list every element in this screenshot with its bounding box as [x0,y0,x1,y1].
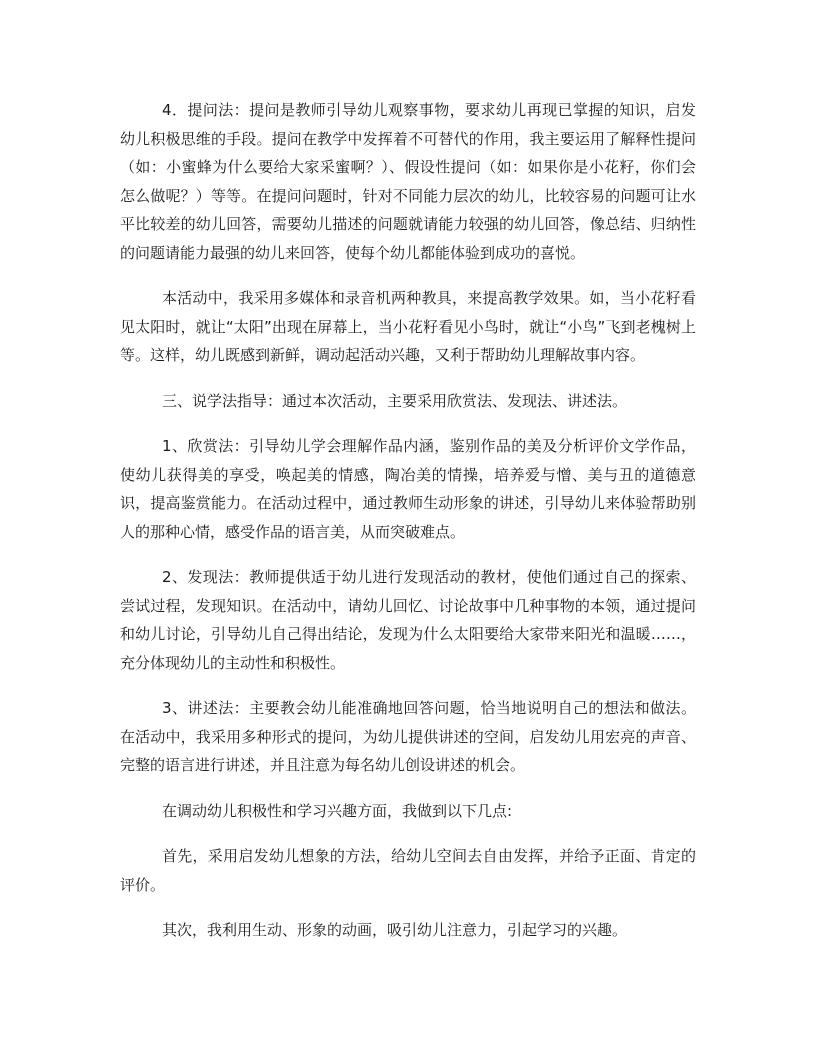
paragraph-questioning-method: 4．提问法：提问是教师引导幼儿观察事物，要求幼儿再现已掌握的知识，启发幼儿积极思维的手段。提问在教学中发挥着不可替代的作用，我主要运用了解释性提问（如：小蜜蜂为什么要给大家采蜜啊？）、假设性提问（如：如果你是小花籽，你们会怎么做呢？）等等。在提问问题时，针对不同能力层次的幼儿，比较容易的问题可让水平比较差的幼儿回答，需要幼儿描述的问题就请能力较强的幼儿回答，像总结、归纳性的问题请能力最强的幼儿来回答，使每个幼儿都能体验到成功的喜悦。 [120,101,696,262]
paragraph-appreciation-method: 1、欣赏法：引导幼儿学会理解作品内涵，鉴别作品的美及分析评价文学作品，使幼儿获得美的享受，唤起美的情感，陶冶美的情操，培养爱与憎、美与丑的道德意识，提高鉴赏能力。在活动过程中，通过教师生动形象的讲述，引导幼儿来体验帮助别人的那种心情，感受作品的语言美，从而突破难点。 [120,437,696,541]
paragraph-first-point: 首先，采用启发幼儿想象的方法，给幼儿空间去自由发挥，并给予正面、肯定的评价。 [120,847,696,894]
document-page [120,96,696,962]
paragraph-teaching-aids: 本活动中，我采用多媒体和录音机两种教具，来提高教学效果。如，当小花籽看见太阳时，就让“太阳”出现在屏幕上，当小花籽看见小鸟时，就让“小鸟”飞到老槐树上等。这样，幼儿既感到新鲜，调动起活动兴趣，又利于帮助幼儿理解故事内容。 [120,289,696,364]
paragraph-learning-methods-heading: 三、说学法指导：通过本次活动，主要采用欣赏法、发现法、讲述法。 [162,391,628,410]
paragraph-second-point: 其次，我利用生动、形象的动画，吸引幼儿注意力，引起学习的兴趣。 [162,921,628,939]
paragraph-narration-method: 3、讲述法：主要教会幼儿能准确地回答问题，恰当地说明自己的想法和做法。在活动中，我采用多种形式的提问，为幼儿提供讲述的空间，启发幼儿用宏亮的声音、完整的语言进行讲述，并且注意为每名幼儿创设讲述的机会。 [120,699,696,774]
paragraph-discovery-method: 2、发现法：教师提供适于幼儿进行发现活动的教材，使他们通过自己的探索、尝试过程，发现知识。在活动中，请幼儿回忆、讨论故事中几种事物的本领，通过提问和幼儿讨论，引导幼儿自己得出结论，发现为什么太阳要给大家带来阳光和温暖……，充分体现幼儿的主动性和积极性。 [120,568,696,672]
paragraph-motivation-intro: 在调动幼儿积极性和学习兴趣方面，我做到以下几点: [162,801,513,820]
